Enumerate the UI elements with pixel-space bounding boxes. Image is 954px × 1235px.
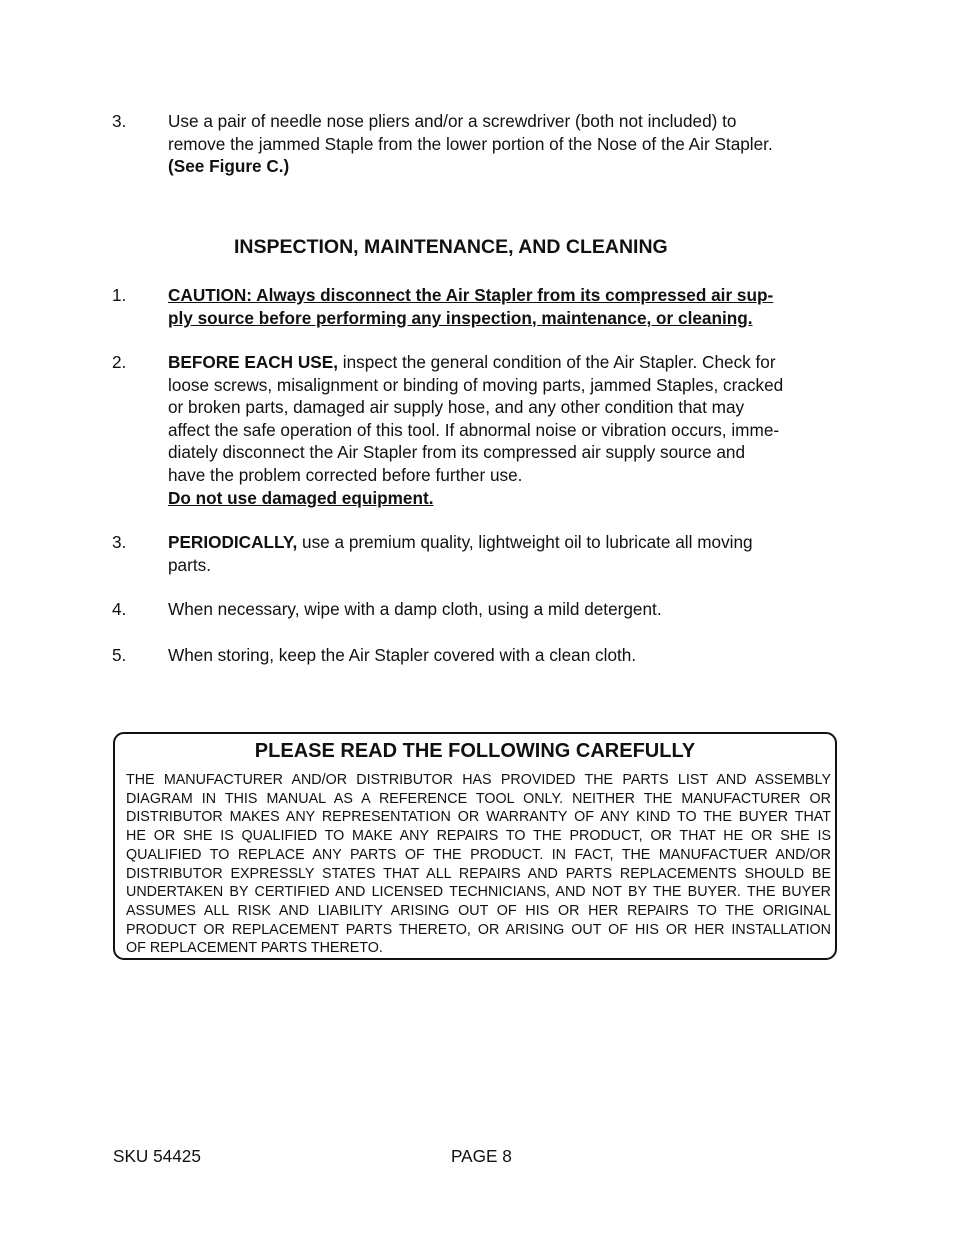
step-text bbox=[168, 110, 844, 178]
disclaimer-line: DIAGRAM IN THIS MANUAL AS A REFERENCE TOOL ONLY. NEITHER THE MANUFACTURER OR bbox=[126, 790, 831, 807]
item-text bbox=[168, 531, 844, 576]
item-text bbox=[168, 644, 844, 667]
item-text bbox=[168, 351, 844, 509]
section-heading: INSPECTION, MAINTENANCE, AND CLEANING bbox=[234, 236, 668, 258]
item-line-rest: use a premium quality, lightweight oil to lubricate all moving bbox=[297, 532, 753, 552]
caution-text bbox=[168, 284, 844, 329]
disclaimer-line: QUALIFIED TO REPLACE ANY PARTS OF THE PRODUCT. IN FACT, THE MANUFACTUER AND/OR bbox=[126, 846, 831, 863]
disclaimer-line: DISTRIBUTOR MAKES ANY REPRESENTATION OR WARRANTY OF ANY KIND TO THE BUYER THAT bbox=[126, 809, 831, 826]
disclaimer-line: PRODUCT OR REPLACEMENT PARTS THERETO, OR ARISING OUT OF HIS OR HER INSTALLATION bbox=[126, 921, 831, 938]
item-line: parts. bbox=[168, 554, 211, 575]
step-line: Use a pair of needle nose pliers and/or a screwdriver (both not included) to bbox=[168, 111, 737, 131]
disclaimer-line: ASSUMES ALL RISK AND LIABILITY ARISING OUT OF HIS OR HER REPAIRS TO THE ORIGINAL bbox=[126, 902, 831, 919]
footer-page-number: PAGE 8 bbox=[451, 1146, 512, 1166]
item-number: 2. bbox=[112, 352, 127, 372]
item-first-line bbox=[168, 531, 844, 554]
disclaimer-line: DISTRIBUTOR EXPRESSLY STATES THAT ALL REPAIRS AND PARTS REPLACEMENTS SHOULD BE bbox=[126, 865, 831, 882]
item-number: 3. bbox=[112, 532, 127, 552]
disclaimer-line: HE OR SHE IS QUALIFIED TO MAKE ANY REPAIRS TO THE PRODUCT, OR THAT HE OR SHE IS bbox=[126, 828, 831, 845]
disclaimer-line: THE MANUFACTURER AND/OR DISTRIBUTOR HAS PROVIDED THE PARTS LIST AND ASSEMBLY bbox=[126, 772, 831, 788]
item-line: loose screws, misalignment or binding of moving parts, jammed Staples, cracked bbox=[168, 374, 784, 395]
item-number: 4. bbox=[112, 599, 127, 619]
item-line: diately disconnect the Air Stapler from its compressed air supply source and bbox=[168, 442, 746, 463]
item-line: affect the safe operation of this tool. If abnormal noise or vibration occurs, imme- bbox=[168, 419, 780, 440]
disclaimer-box bbox=[113, 732, 837, 960]
disclaimer-title: PLEASE READ THE FOLLOWING CAREFULLY bbox=[254, 740, 696, 762]
figure-reference: (See Figure C.) bbox=[168, 156, 290, 177]
item-text bbox=[168, 598, 844, 621]
step-number: 3. bbox=[112, 111, 127, 131]
item-line: have the problem corrected before further use. bbox=[168, 464, 523, 485]
item-first-line bbox=[168, 351, 844, 374]
disclaimer-line: UNDERTAKEN BY CERTIFIED AND LICENSED TECHNICIANS, AND NOT BY THE BUYER. THE BUYER bbox=[126, 884, 831, 901]
item-line: or broken parts, damaged air supply hose, and any other condition that may bbox=[168, 397, 745, 418]
item-number: 5. bbox=[112, 645, 127, 665]
footer-sku: SKU 54425 bbox=[113, 1146, 201, 1166]
step-line: remove the jammed Staple from the lower portion of the Nose of the Air Stapler. bbox=[168, 133, 773, 154]
item-lead: PERIODICALLY, bbox=[168, 532, 298, 552]
caution-line: CAUTION: Always disconnect the Air Stapler from its compressed air sup- bbox=[168, 285, 774, 305]
item-line-rest: inspect the general condition of the Air Stapler. Check for bbox=[338, 352, 776, 372]
item-line: When storing, keep the Air Stapler covered with a clean cloth. bbox=[168, 645, 637, 665]
item-lead: BEFORE EACH USE, bbox=[168, 352, 338, 372]
disclaimer-line: OF REPLACEMENT PARTS THERETO. bbox=[126, 940, 383, 957]
disclaimer-body bbox=[126, 771, 831, 958]
caution-line: ply source before performing any inspection, maintenance, or cleaning. bbox=[168, 307, 753, 328]
warning-line: Do not use damaged equipment. bbox=[168, 487, 434, 508]
item-line: When necessary, wipe with a damp cloth, using a mild detergent. bbox=[168, 599, 662, 619]
item-number: 1. bbox=[112, 285, 127, 305]
